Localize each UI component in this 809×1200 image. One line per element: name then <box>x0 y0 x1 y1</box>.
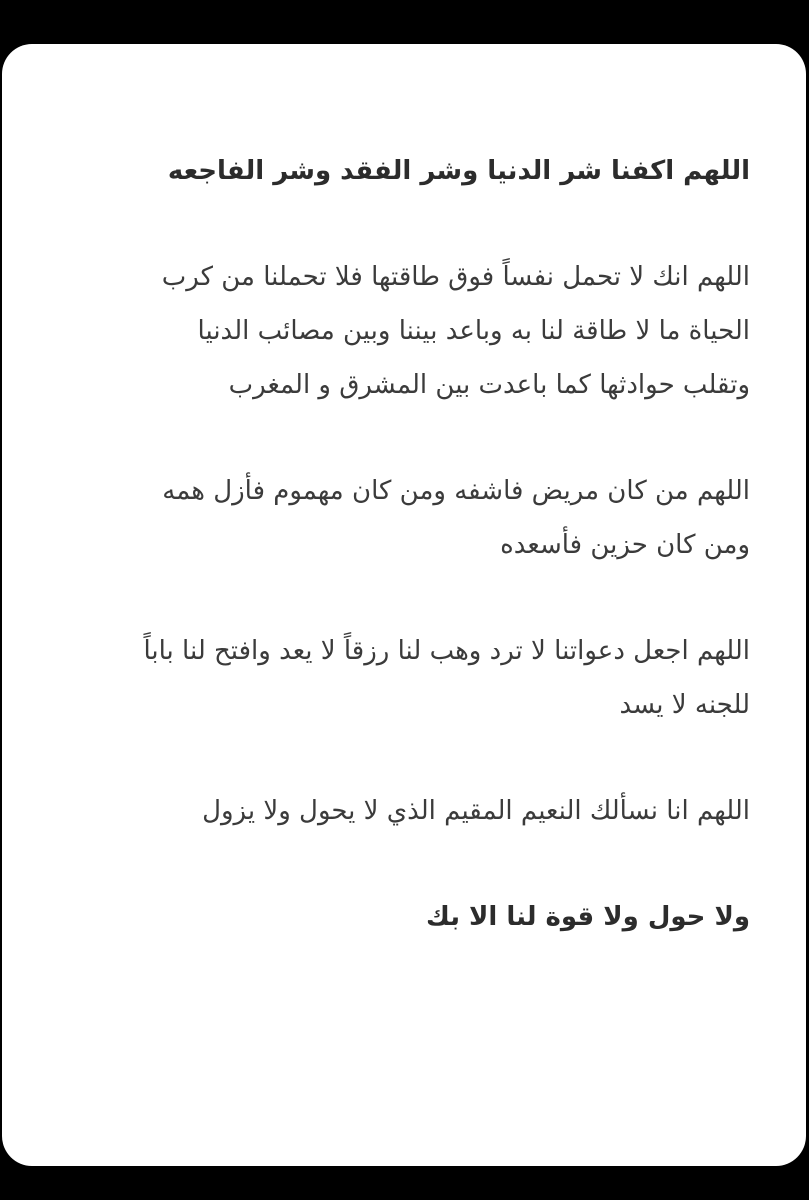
closing-paragraph <box>62 890 750 944</box>
text-line: الحياة ما لا طاقة لنا به وباعد بيننا وبين مصائب الدنيا <box>197 316 750 346</box>
text-line: اللهم انا نسألك النعيم المقيم الذي لا يحول ولا يزول <box>202 796 750 826</box>
text-line: اللهم اجعل دعواتنا لا ترد وهب لنا رزقاً لا يعد وافتح لنا باباً <box>143 636 750 666</box>
note-card <box>2 44 806 1166</box>
paragraph <box>62 250 750 412</box>
text-line: وتقلب حوادثها كما باعدت بين المشرق و المغرب <box>228 370 750 400</box>
text-line: اللهم اكفنا شر الدنيا وشر الفقد وشر الفاجعه <box>167 156 750 186</box>
paragraph <box>62 464 750 572</box>
paragraph <box>62 624 750 732</box>
paragraph <box>62 784 750 838</box>
text-line: للجنه لا يسد <box>619 690 750 720</box>
heading-paragraph <box>62 144 750 198</box>
text-line: اللهم من كان مريض فاشفه ومن كان مهموم فأزل همه <box>162 476 750 506</box>
text-line: ولا حول ولا قوة لنا الا بك <box>425 902 750 932</box>
text-line: ومن كان حزين فأسعده <box>500 530 750 560</box>
note-content <box>62 144 750 996</box>
text-line: اللهم انك لا تحمل نفساً فوق طاقتها فلا تحملنا من كرب <box>161 262 750 292</box>
